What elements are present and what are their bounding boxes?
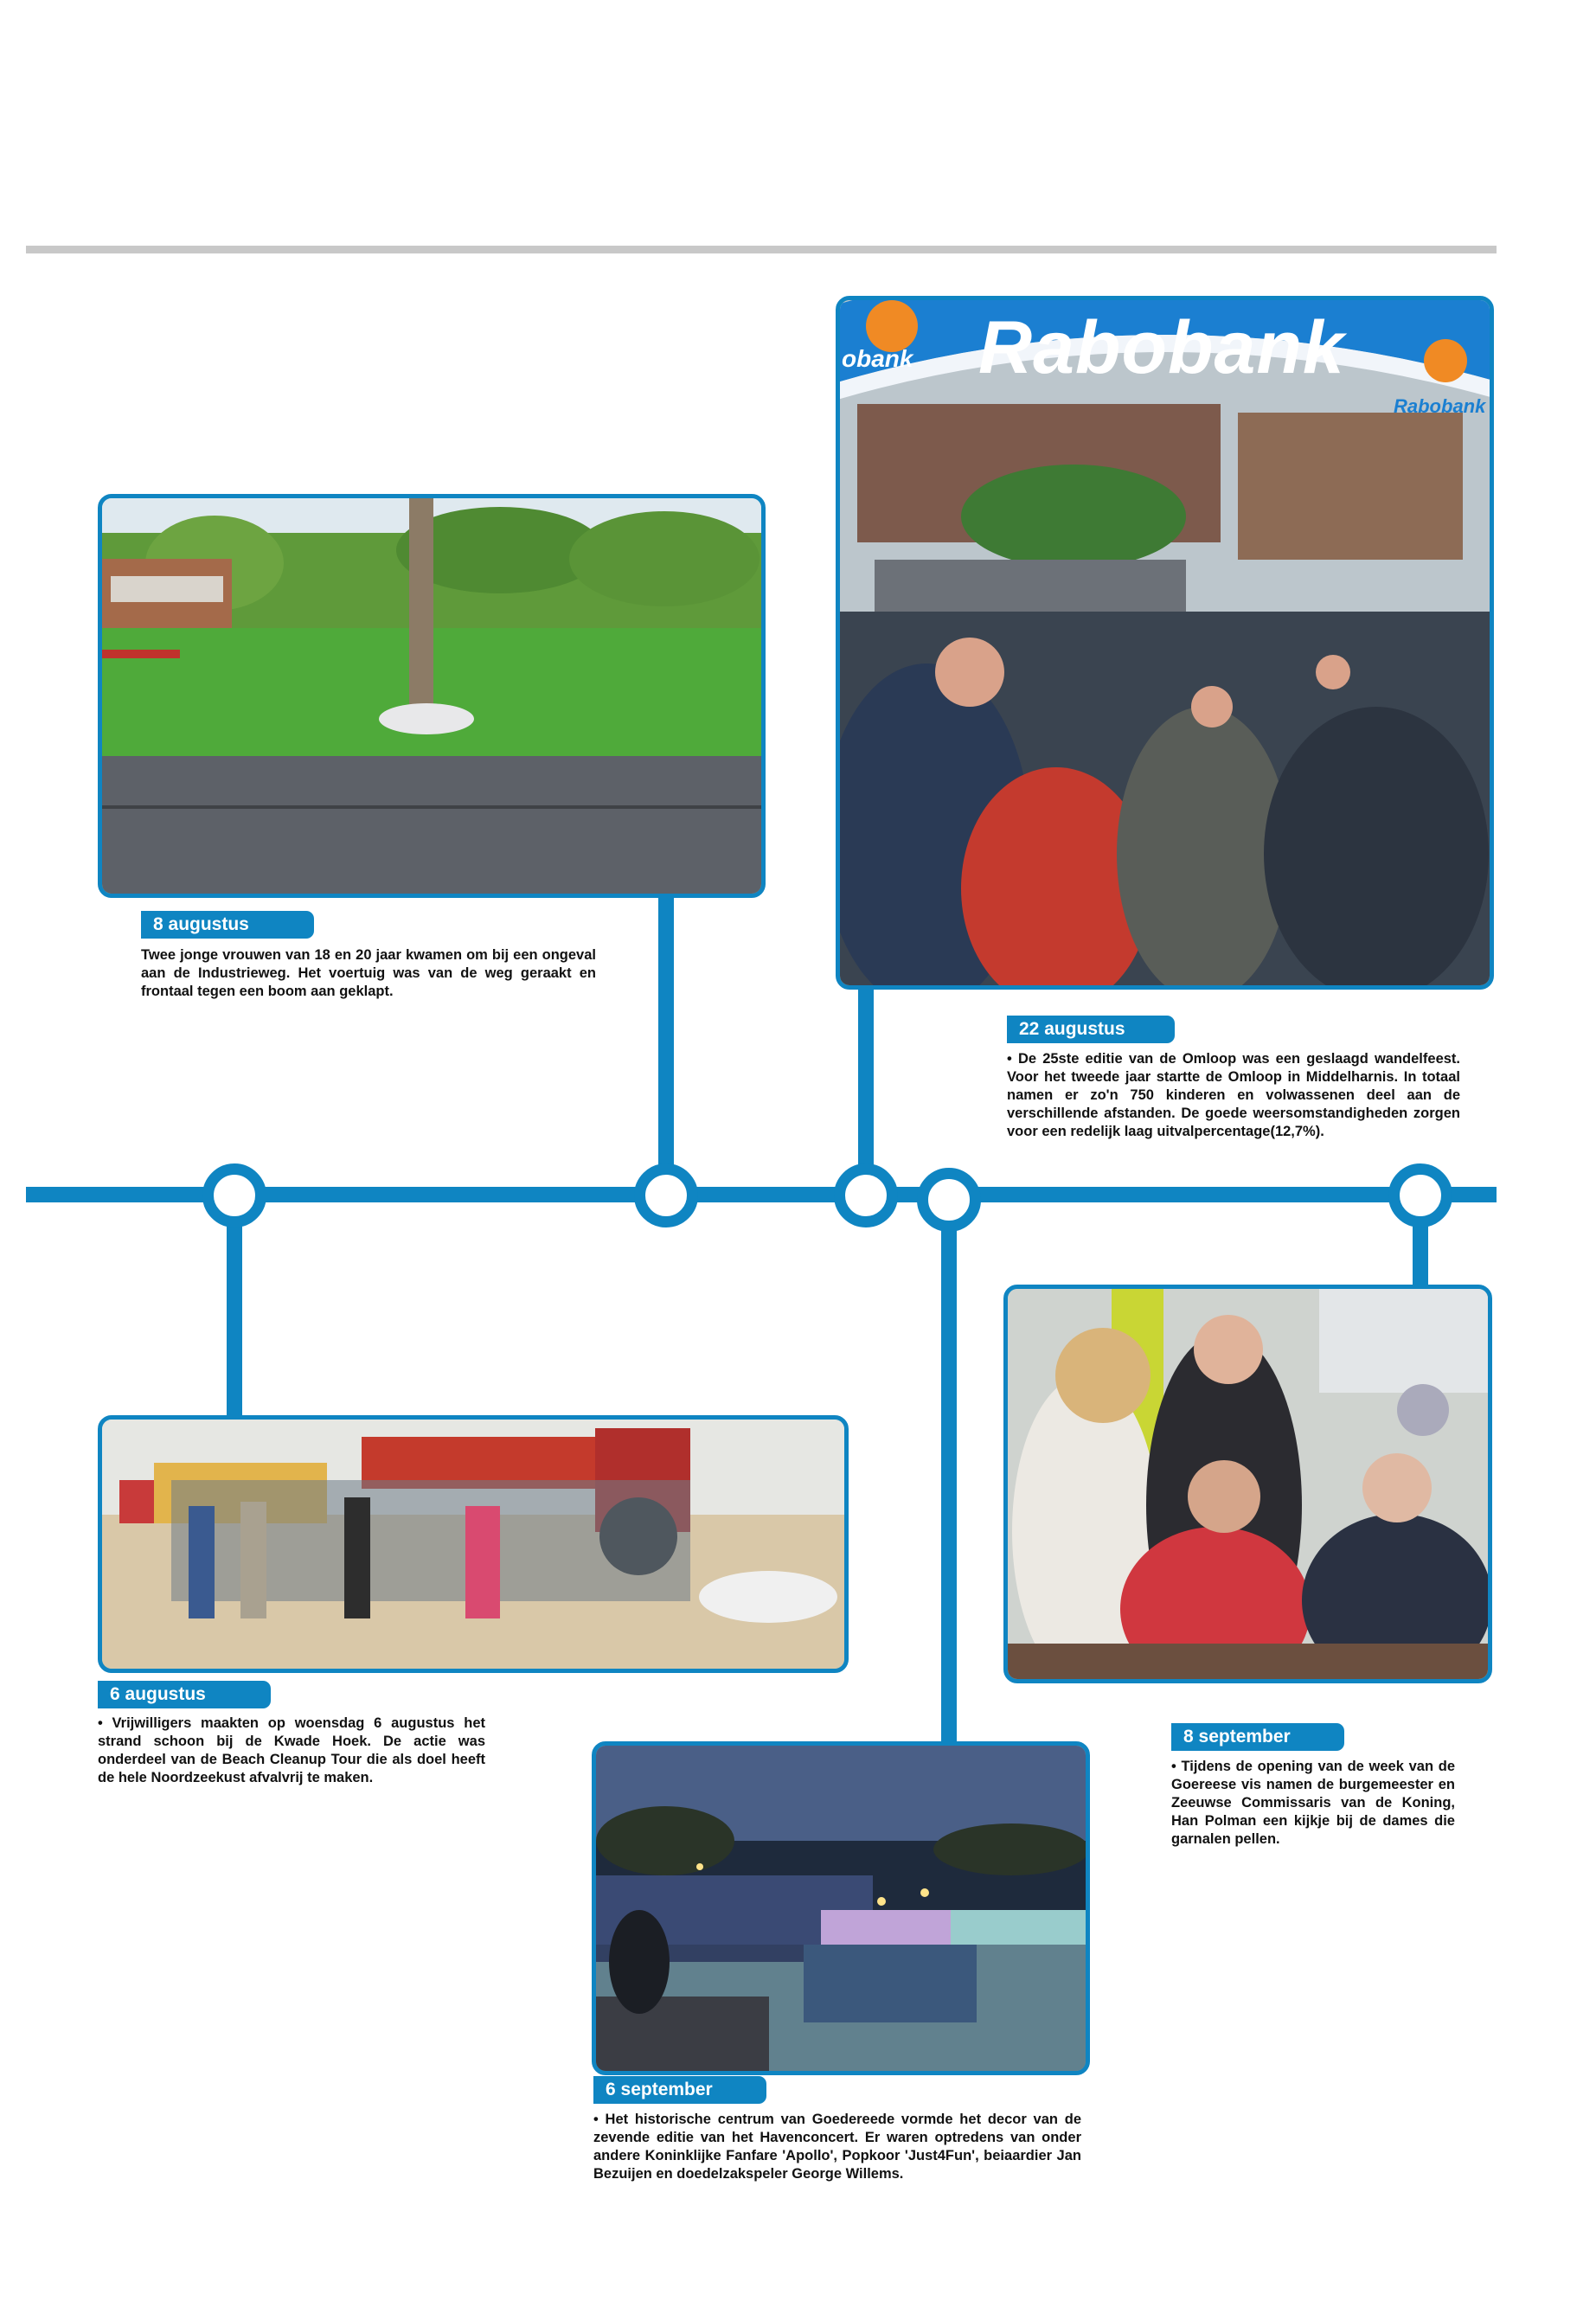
timeline-connector-crash (658, 891, 674, 1192)
caption-havenconcert: • Het historische centrum van Goedereede vormde het decor van de zevende editie van het Havenconcert. Er waren optredens van onder andere Koninklijke Fanfare 'Apollo', Popkoor 'Just4Fun', beiaardier Jan Bezuijen en doedelzakspeler George Willems. (593, 2112, 1081, 2182)
rabobank-banner-right-text: Rabobank (1394, 395, 1486, 417)
timeline-connector-beach (227, 1194, 242, 1419)
date-badge-8-augustus: 8 augustus (141, 911, 314, 939)
caption-vis: • Tijdens de opening van de week van de Goereese vis namen de burgemeester en Zeeuwse Commissaris van de Koning, Han Polman een kijkje bij de dames die garnalen pellen. (1171, 1759, 1455, 1847)
timeline-node-vis (1388, 1163, 1452, 1227)
date-badge-22-augustus: 22 augustus (1007, 1016, 1175, 1043)
timeline-connector-omloop (858, 986, 874, 1192)
caption-omloop: • De 25ste editie van de Omloop was een geslaagd wandelfeest. Voor het tweede jaar startte de Omloop in Middelharnis. In totaal namen er zo'n 750 kinderen en volwassenen deel aan de verschillende afstanden. De goede weersomstandigheden zorgen voor een redelijk laag uitvalpercentage(12,7%). (1007, 1051, 1460, 1139)
caption-crash: Twee jonge vrouwen van 18 en 20 jaar kwamen om bij een ongeval aan de Industrieweg. Het voertuig was van de weg geraakt en frontaal tegen een boom aan geklapt. (141, 947, 596, 999)
timeline-connector-havenconcert (941, 1194, 957, 1747)
beach-cleanup-photo (98, 1415, 849, 1673)
date-badge-6-september: 6 september (593, 2076, 766, 2104)
rabobank-banner-text: Rabobank (978, 306, 1345, 389)
top-rule (26, 246, 1497, 253)
rabobank-banner-left-text: obank (842, 345, 913, 372)
omloop-start-photo (836, 296, 1494, 990)
timeline-node-crash (634, 1163, 698, 1227)
beach-group-image (102, 1420, 844, 1669)
havenconcert-image (596, 1746, 1086, 2071)
havenconcert-photo (592, 1741, 1090, 2075)
date-badge-8-september: 8 september (1171, 1723, 1344, 1751)
omloop-crowd-image (840, 300, 1490, 985)
roadside-memorial-image (102, 498, 761, 894)
goereese-vis-photo (1003, 1285, 1492, 1683)
roadside-memorial-photo (98, 494, 766, 898)
timeline-node-beach (202, 1163, 266, 1227)
timeline-node-omloop (834, 1163, 898, 1227)
goereese-vis-image (1008, 1289, 1488, 1679)
date-badge-6-augustus: 6 augustus (98, 1681, 271, 1708)
caption-beach: • Vrijwilligers maakten op woensdag 6 augustus het strand schoon bij de Kwade Hoek. De actie was onderdeel van de Beach Cleanup Tour die als doel heeft de hele Noordzeekust afvalvrij te maken. (98, 1715, 485, 1785)
timeline-node-havenconcert (917, 1168, 981, 1232)
